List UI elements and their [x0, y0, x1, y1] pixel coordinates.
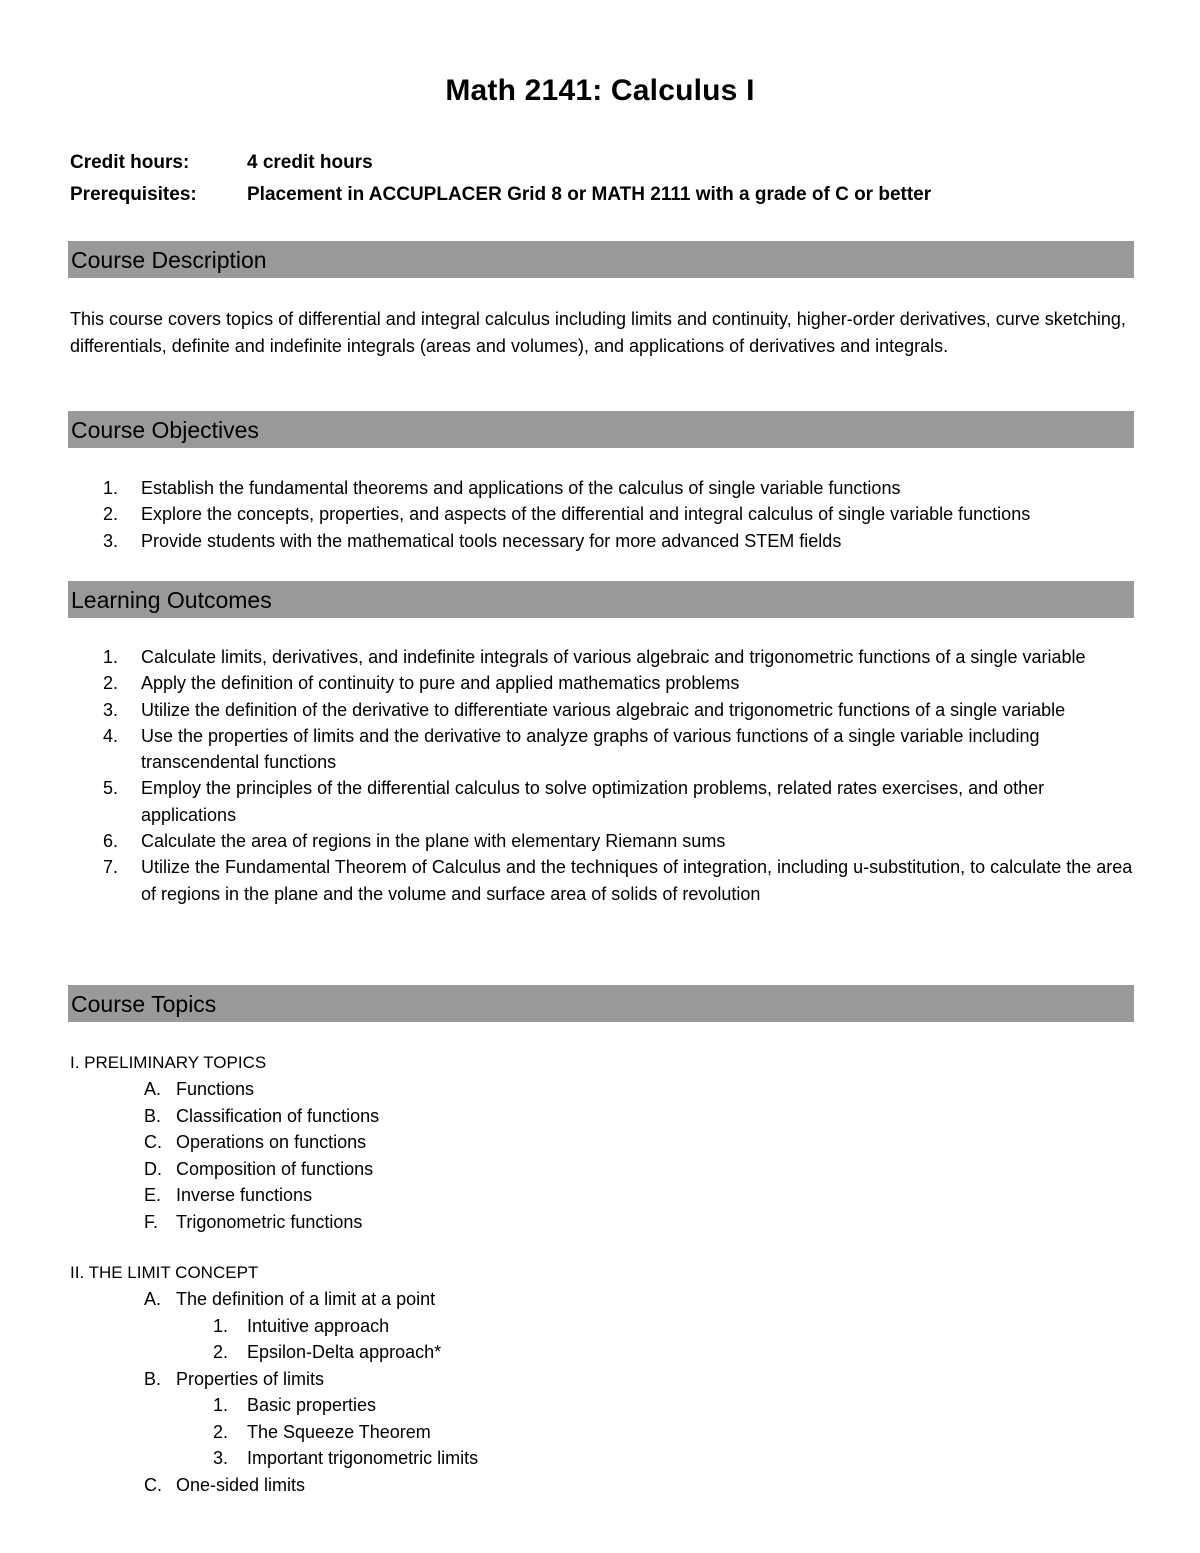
list-text: Utilize the definition of the derivative to differentiate various algebraic and trigonometric functions of a single variable — [141, 699, 1066, 720]
list-marker: C. — [144, 1474, 162, 1495]
list-text: Employ the principles of the differential calculus to solve optimization problems, related rates exercises, and other applications — [141, 778, 1045, 825]
topic-group-preliminary — [70, 1076, 379, 1235]
list-item — [70, 1182, 379, 1209]
list-item — [70, 1103, 379, 1130]
section-heading: Learning Outcomes — [71, 587, 272, 613]
list-text: Explore the concepts, properties, and aspects of the differential and integral calculus of single variable functions — [141, 504, 1031, 525]
list-marker: 1. — [213, 1315, 229, 1336]
list-item — [70, 644, 1134, 670]
list-text: Calculate the area of regions in the plane with elementary Riemann sums — [141, 831, 726, 852]
list-number: 4. — [103, 725, 119, 746]
list-item — [70, 697, 1134, 723]
list-item — [70, 1076, 379, 1103]
list-marker: F. — [144, 1211, 159, 1232]
section-header-description — [68, 241, 1134, 278]
list-item — [70, 670, 1134, 696]
topic-group-limit-concept — [70, 1286, 478, 1498]
list-marker: 1. — [213, 1395, 229, 1415]
list-item — [70, 475, 1134, 501]
list-item — [70, 1313, 478, 1340]
list-number: 1. — [103, 478, 119, 498]
course-description-text: This course covers topics of differential and integral calculus including limits and continuity, higher-order derivatives, curve sketching, differentials, definite and indefinite integrals (areas and volumes), and applications of derivatives and integrals. — [70, 309, 1126, 356]
list-item — [70, 1286, 478, 1313]
list-marker: E. — [144, 1185, 162, 1205]
list-item — [70, 775, 1134, 828]
section-header-outcomes — [68, 581, 1134, 618]
list-text: Classification of functions — [176, 1105, 380, 1126]
prerequisites-row — [70, 182, 931, 208]
section-heading: Course Topics — [71, 991, 217, 1017]
list-number: 2. — [103, 673, 119, 694]
list-text: Apply the definition of continuity to pure and applied mathematics problems — [141, 673, 740, 694]
list-text: Provide students with the mathematical tools necessary for more advanced STEM fields — [141, 530, 842, 551]
list-text: Use the properties of limits and the derivative to analyze graphs of various functions of a single variable including transcendental functions — [141, 725, 1040, 773]
list-item — [70, 1392, 478, 1419]
list-item — [70, 1445, 478, 1472]
list-marker: A. — [144, 1289, 162, 1309]
credit-hours-label: Credit hours: — [70, 152, 190, 173]
list-item — [70, 828, 1134, 854]
list-item — [70, 1129, 379, 1156]
list-item — [70, 528, 1134, 554]
section-heading: Course Objectives — [71, 417, 259, 443]
list-text: Operations on functions — [176, 1132, 367, 1152]
list-number: 1. — [103, 647, 119, 667]
list-marker: A. — [144, 1079, 162, 1099]
list-item — [70, 1156, 379, 1183]
list-marker: 2. — [213, 1421, 229, 1442]
list-number: 3. — [103, 699, 119, 720]
list-marker: D. — [144, 1158, 162, 1179]
list-text: The definition of a limit at a point — [176, 1289, 436, 1309]
topic-group-title: I. PRELIMINARY TOPICS — [70, 1053, 267, 1072]
topic-group-title: II. THE LIMIT CONCEPT — [70, 1263, 259, 1282]
list-marker: C. — [144, 1132, 162, 1152]
list-item — [70, 1366, 478, 1393]
list-marker: B. — [144, 1368, 162, 1389]
list-text: Composition of functions — [176, 1158, 374, 1179]
list-number: 6. — [103, 831, 119, 852]
list-item — [70, 501, 1134, 527]
list-item — [70, 723, 1134, 776]
list-text: Utilize the Fundamental Theorem of Calculus and the techniques of integration, including u-substitution, to calculate the area of regions in the plane and the volume and surface area of solids of revolution — [141, 857, 1133, 904]
section-heading: Course Description — [71, 247, 267, 273]
list-text: Basic properties — [247, 1395, 377, 1415]
list-number: 7. — [103, 857, 119, 878]
list-marker: 3. — [213, 1448, 229, 1468]
prerequisites-label: Prerequisites: — [70, 184, 197, 205]
list-text: The Squeeze Theorem — [247, 1421, 431, 1442]
credit-hours-row — [70, 150, 373, 176]
credit-hours-value: 4 credit hours — [247, 152, 373, 173]
list-text: Establish the fundamental theorems and applications of the calculus of single variable functions — [141, 478, 901, 498]
list-text: Inverse functions — [176, 1185, 313, 1205]
list-item — [70, 1209, 379, 1236]
list-item — [70, 1419, 478, 1446]
list-text: Important trigonometric limits — [247, 1448, 479, 1468]
list-marker: 2. — [213, 1342, 229, 1362]
list-number: 3. — [103, 530, 119, 551]
list-text: Intuitive approach — [247, 1315, 390, 1336]
list-text: One-sided limits — [176, 1474, 306, 1495]
list-text: Trigonometric functions — [176, 1211, 363, 1232]
outcomes-list — [70, 644, 1134, 907]
section-header-objectives — [68, 411, 1134, 448]
objectives-list — [70, 475, 1134, 554]
list-marker: B. — [144, 1105, 162, 1126]
list-number: 2. — [103, 504, 119, 525]
list-text: Epsilon-Delta approach* — [247, 1342, 442, 1362]
page-title: Math 2141: Calculus I — [445, 74, 755, 107]
list-item — [70, 1472, 478, 1499]
list-text: Calculate limits, derivatives, and indefinite integrals of various algebraic and trigonometric functions of a single variable — [141, 647, 1086, 667]
list-item — [70, 854, 1134, 907]
list-item — [70, 1339, 478, 1366]
prerequisites-value: Placement in ACCUPLACER Grid 8 or MATH 2111 with a grade of C or better — [247, 184, 932, 205]
list-text: Properties of limits — [176, 1368, 325, 1389]
list-number: 5. — [103, 778, 119, 799]
list-text: Functions — [176, 1079, 255, 1099]
section-header-topics — [68, 985, 1134, 1022]
